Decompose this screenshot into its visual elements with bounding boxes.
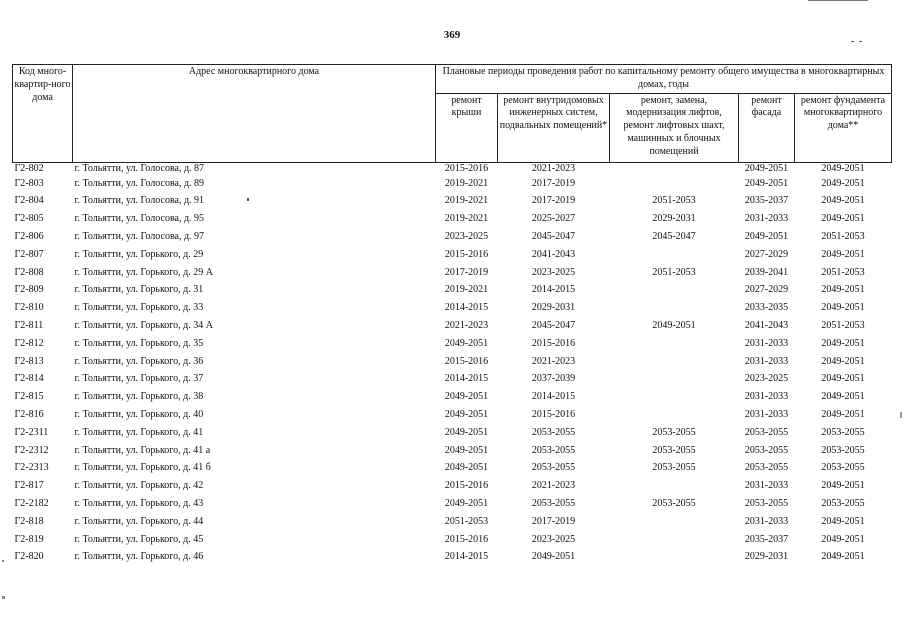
cell-elevators: 2029-2031 xyxy=(652,213,696,225)
cell-facade: 2027-2029 xyxy=(744,248,789,260)
cell-elevators xyxy=(610,249,739,267)
cell-address: г. Тольятти, ул. Голосова, д. 91 xyxy=(74,195,205,207)
cell-elevators xyxy=(610,373,739,391)
cell-systems: 2017-2019 xyxy=(531,195,576,207)
cell-systems: 2041-2043 xyxy=(531,248,576,260)
cell-address: г. Тольятти, ул. Горького, д. 41 б xyxy=(74,462,211,474)
cell-foundation: 2049-2051 xyxy=(821,195,865,207)
cell-systems: 2017-2019 xyxy=(531,177,576,189)
cell-foundation: 2049-2051 xyxy=(821,515,865,527)
cell-foundation: 2049-2051 xyxy=(821,391,865,403)
cell-foundation: 2051-2053 xyxy=(821,266,865,278)
cell-facade: 2031-2033 xyxy=(744,480,789,492)
cell-code: Г2-808 xyxy=(14,266,44,278)
cell-code: Г2-813 xyxy=(14,355,44,367)
cell-facade: 2031-2033 xyxy=(744,391,789,403)
cell-code: Г2-805 xyxy=(14,213,44,225)
cell-systems: 2045-2047 xyxy=(531,230,576,242)
cell-facade: 2035-2037 xyxy=(744,533,789,545)
header-roof: ремонт крыши xyxy=(436,93,498,162)
cell-facade: 2053-2055 xyxy=(744,497,789,509)
table-row xyxy=(13,498,892,516)
cell-code: Г2-806 xyxy=(14,230,44,242)
cell-elevators: 2053-2055 xyxy=(652,426,696,438)
cell-address: г. Тольятти, ул. Горького, д. 37 xyxy=(74,373,204,385)
cell-code: Г2-809 xyxy=(14,284,44,296)
cell-facade: 2031-2033 xyxy=(744,213,789,225)
cell-systems: 2017-2019 xyxy=(531,515,576,527)
cell-roof: 2015-2016 xyxy=(444,480,489,492)
table-row xyxy=(13,320,892,338)
cell-roof: 2049-2051 xyxy=(444,462,489,474)
cell-foundation: 2049-2051 xyxy=(821,355,865,367)
cell-roof: 2017-2019 xyxy=(444,266,489,278)
cell-address: г. Тольятти, ул. Горького, д. 43 xyxy=(74,497,204,509)
cell-elevators xyxy=(610,409,739,427)
cell-foundation: 2049-2051 xyxy=(821,337,865,349)
cell-facade: 2053-2055 xyxy=(744,426,789,438)
cell-code: Г2-803 xyxy=(14,177,44,189)
cell-systems: 2021-2023 xyxy=(531,355,576,367)
cell-systems: 2049-2051 xyxy=(531,551,576,563)
cell-systems: 2023-2025 xyxy=(531,266,576,278)
table-row xyxy=(13,391,892,409)
cell-elevators: 2053-2055 xyxy=(652,497,696,509)
table-row xyxy=(13,178,892,196)
cell-roof: 2049-2051 xyxy=(444,337,489,349)
table-row xyxy=(13,551,892,569)
cell-systems: 2014-2015 xyxy=(531,391,576,403)
cell-systems: 2015-2016 xyxy=(531,408,576,420)
cell-roof: 2014-2015 xyxy=(444,302,489,314)
cell-facade: 2023-2025 xyxy=(744,373,789,385)
cell-systems: 2025-2027 xyxy=(531,213,576,225)
cell-address: г. Тольятти, ул. Горького, д. 42 xyxy=(74,480,204,492)
table-row xyxy=(13,516,892,534)
cell-foundation: 2053-2055 xyxy=(821,497,865,509)
cell-elevators xyxy=(610,356,739,374)
cell-code: Г2-2311 xyxy=(14,426,49,438)
cell-roof: 2014-2015 xyxy=(444,551,489,563)
cell-elevators: 2051-2053 xyxy=(652,195,696,207)
header-periods: Плановые периоды проведения работ по капитальному ремонту общего имущества в многоквартирных домах, годы xyxy=(436,65,892,94)
cell-elevators: 2051-2053 xyxy=(652,266,696,278)
cell-code: Г2-815 xyxy=(14,391,44,403)
table-row xyxy=(13,284,892,302)
cell-roof: 2049-2051 xyxy=(444,408,489,420)
cell-systems: 2053-2055 xyxy=(531,444,576,456)
cell-foundation: 2049-2051 xyxy=(821,213,865,225)
cell-systems: 2037-2039 xyxy=(531,373,576,385)
cell-address: г. Тольятти, ул. Голосова, д. 87 xyxy=(74,162,205,174)
table-row xyxy=(13,462,892,480)
cell-systems: 2029-2031 xyxy=(531,302,576,314)
cell-roof: 2049-2051 xyxy=(444,426,489,438)
cell-foundation: 2049-2051 xyxy=(821,533,865,545)
page-number: 369 xyxy=(443,29,461,41)
cell-roof: 2051-2053 xyxy=(444,515,489,527)
cell-elevators: 2045-2047 xyxy=(652,230,696,242)
cell-facade: 2031-2033 xyxy=(744,515,789,527)
cell-elevators: 2049-2051 xyxy=(652,319,696,331)
table-row xyxy=(13,427,892,445)
cell-roof: 2015-2016 xyxy=(444,162,489,174)
cell-foundation: 2049-2051 xyxy=(821,284,865,296)
cell-elevators xyxy=(610,338,739,356)
cell-address: г. Тольятти, ул. Горького, д. 29 А xyxy=(74,266,213,278)
header-systems: ремонт внутридомовых инженерных систем, подвальных помещений* xyxy=(498,93,610,162)
cell-code: Г2-807 xyxy=(14,248,44,260)
cell-systems: 2045-2047 xyxy=(531,319,576,331)
table-row xyxy=(13,302,892,320)
cell-code: Г2-820 xyxy=(14,551,44,563)
cell-address: г. Тольятти, ул. Горького, д. 29 xyxy=(74,248,204,260)
cell-elevators xyxy=(610,284,739,302)
cell-facade: 2041-2043 xyxy=(744,319,789,331)
cell-systems: 2053-2055 xyxy=(531,426,576,438)
cell-elevators xyxy=(610,391,739,409)
corner-mark: - - xyxy=(851,36,864,47)
header-foundation: ремонт фундамента многоквартирного дома** xyxy=(795,93,892,162)
cell-facade: 2053-2055 xyxy=(744,444,789,456)
cell-foundation: 2049-2051 xyxy=(821,408,865,420)
table-row xyxy=(13,480,892,498)
cell-roof: 2023-2025 xyxy=(444,230,489,242)
cell-address: г. Тольятти, ул. Горького, д. 35 xyxy=(74,337,204,349)
cell-facade: 2027-2029 xyxy=(744,284,789,296)
cell-address: г. Тольятти, ул. Голосова, д. 89 xyxy=(74,177,205,189)
cell-code: Г2-814 xyxy=(14,373,44,385)
cell-facade: 2049-2051 xyxy=(744,162,789,174)
cell-code: Г2-2312 xyxy=(14,444,49,456)
top-edge-line xyxy=(808,0,868,1)
cell-facade: 2053-2055 xyxy=(744,462,789,474)
cell-roof: 2015-2016 xyxy=(444,533,489,545)
table-body xyxy=(13,162,892,569)
table-row xyxy=(13,267,892,285)
header-facade: ремонт фасада xyxy=(739,93,795,162)
cell-foundation: 2053-2055 xyxy=(821,426,865,438)
cell-elevators xyxy=(610,480,739,498)
header-elevators: ремонт, замена, модернизация лифтов, ремонт лифтовых шахт, машинных и блочных помещений xyxy=(610,93,739,162)
cell-code: Г2-811 xyxy=(14,319,44,331)
cell-foundation: 2049-2051 xyxy=(821,302,865,314)
table-row xyxy=(13,409,892,427)
table-row xyxy=(13,338,892,356)
cell-code: Г2-812 xyxy=(14,337,44,349)
header-address: Адрес многоквартирного дома xyxy=(73,65,436,163)
cell-facade: 2049-2051 xyxy=(744,230,789,242)
cell-code: Г2-804 xyxy=(14,195,44,207)
cell-facade: 2031-2033 xyxy=(744,408,789,420)
cell-roof: 2049-2051 xyxy=(444,391,489,403)
cell-foundation: 2049-2051 xyxy=(821,177,865,189)
cell-elevators xyxy=(610,178,739,196)
cell-foundation: 2049-2051 xyxy=(821,162,865,174)
header-code: Код много-квартир-ного дома xyxy=(13,65,73,163)
cell-code: Г2-818 xyxy=(14,515,44,527)
cell-roof: 2049-2051 xyxy=(444,444,489,456)
cell-systems: 2023-2025 xyxy=(531,533,576,545)
cell-code: Г2-817 xyxy=(14,480,44,492)
cell-foundation: 2053-2055 xyxy=(821,444,865,456)
cell-foundation: 2049-2051 xyxy=(821,480,865,492)
cell-address: г. Тольятти, ул. Горького, д. 36 xyxy=(74,355,204,367)
cell-address: г. Тольятти, ул. Горького, д. 45 xyxy=(74,533,204,545)
cell-address: г. Тольятти, ул. Горького, д. 44 xyxy=(74,515,204,527)
cell-foundation: 2051-2053 xyxy=(821,319,865,331)
scan-speck xyxy=(2,596,5,599)
cell-code: Г2-2313 xyxy=(14,462,49,474)
cell-systems: 2053-2055 xyxy=(531,462,576,474)
cell-roof: 2019-2021 xyxy=(444,284,489,296)
cell-facade: 2035-2037 xyxy=(744,195,789,207)
cell-code: Г2-802 xyxy=(14,162,44,174)
cell-foundation: 2051-2053 xyxy=(821,230,865,242)
cell-address: г. Тольятти, ул. Горького, д. 41 а xyxy=(74,444,211,456)
table-row xyxy=(13,356,892,374)
cell-facade: 2029-2031 xyxy=(744,551,789,563)
cell-facade: 2031-2033 xyxy=(744,337,789,349)
cell-roof: 2015-2016 xyxy=(444,248,489,260)
cell-elevators xyxy=(610,302,739,320)
cell-facade: 2031-2033 xyxy=(744,355,789,367)
table-row xyxy=(13,213,892,231)
cell-elevators xyxy=(610,162,739,178)
cell-address: г. Тольятти, ул. Горького, д. 38 xyxy=(74,391,204,403)
cell-address: г. Тольятти, ул. Горького, д. 34 А xyxy=(74,319,213,331)
table-row xyxy=(13,249,892,267)
cell-address: г. Тольятти, ул. Горького, д. 33 xyxy=(74,302,204,314)
table-row xyxy=(13,162,892,178)
cell-foundation: 2049-2051 xyxy=(821,551,865,563)
cell-foundation: 2049-2051 xyxy=(821,373,865,385)
cell-facade: 2033-2035 xyxy=(744,302,789,314)
cell-systems: 2015-2016 xyxy=(531,337,576,349)
scan-speck xyxy=(900,412,902,418)
cell-address: г. Тольятти, ул. Горького, д. 41 xyxy=(74,426,204,438)
cell-elevators xyxy=(610,534,739,552)
cell-code: Г2-819 xyxy=(14,533,44,545)
scan-speck xyxy=(2,560,4,562)
cell-roof: 2015-2016 xyxy=(444,355,489,367)
cell-facade: 2049-2051 xyxy=(744,177,789,189)
cell-elevators xyxy=(610,516,739,534)
cell-roof: 2019-2021 xyxy=(444,177,489,189)
cell-address: г. Тольятти, ул. Горького, д. 31 xyxy=(74,284,204,296)
cell-elevators: 2053-2055 xyxy=(652,444,696,456)
header-row-top xyxy=(13,65,892,94)
cell-code: Г2-2182 xyxy=(14,497,49,509)
cell-elevators xyxy=(610,551,739,569)
cell-roof: 2049-2051 xyxy=(444,497,489,509)
cell-foundation: 2053-2055 xyxy=(821,462,865,474)
cell-roof: 2014-2015 xyxy=(444,373,489,385)
cell-roof: 2019-2021 xyxy=(444,195,489,207)
repair-schedule-table xyxy=(12,64,892,569)
cell-address: г. Тольятти, ул. Горького, д. 40 xyxy=(74,408,204,420)
cell-facade: 2039-2041 xyxy=(744,266,789,278)
cell-address: г. Тольятти, ул. Горького, д. 46 xyxy=(74,551,204,563)
cell-code: Г2-810 xyxy=(14,302,44,314)
cell-systems: 2014-2015 xyxy=(531,284,576,296)
table-row xyxy=(13,445,892,463)
table-row xyxy=(13,195,892,213)
cell-systems: 2021-2023 xyxy=(531,480,576,492)
cell-address: г. Тольятти, ул. Голосова, д. 97 xyxy=(74,230,205,242)
cell-systems: 2053-2055 xyxy=(531,497,576,509)
cell-address: г. Тольятти, ул. Голосова, д. 95 xyxy=(74,213,205,225)
cell-systems: 2021-2023 xyxy=(531,162,576,174)
table-row xyxy=(13,231,892,249)
table-row xyxy=(13,534,892,552)
cell-roof: 2021-2023 xyxy=(444,319,489,331)
cell-code: Г2-816 xyxy=(14,408,44,420)
cell-foundation: 2049-2051 xyxy=(821,248,865,260)
cell-roof: 2019-2021 xyxy=(444,213,489,225)
cell-elevators: 2053-2055 xyxy=(652,462,696,474)
table-row xyxy=(13,373,892,391)
